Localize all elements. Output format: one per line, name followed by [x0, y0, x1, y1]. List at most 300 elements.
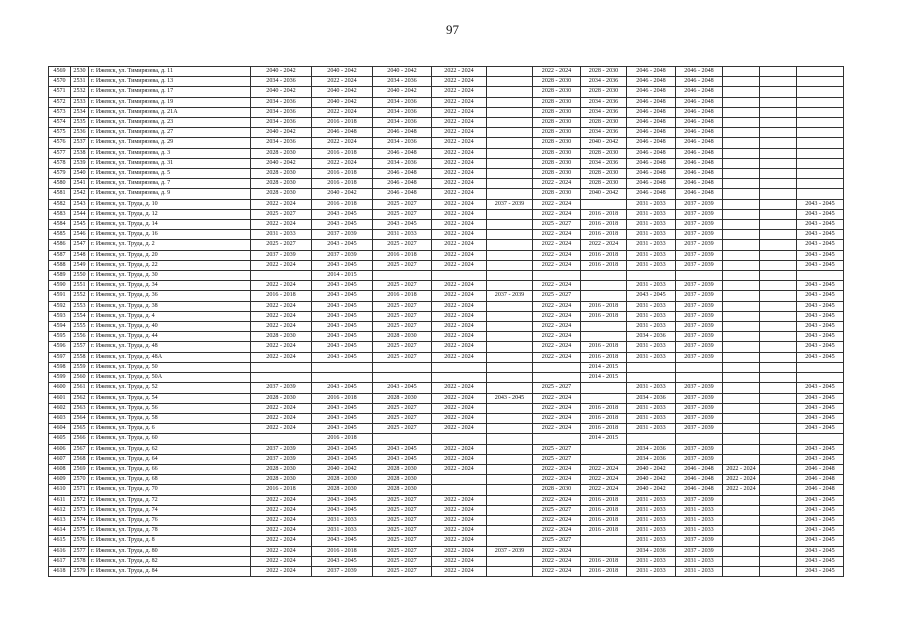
house-number-cell: 2560 [71, 373, 89, 383]
period-cell-6: 2028 - 2030 [533, 87, 581, 97]
record-number-cell: 4573 [49, 107, 71, 117]
house-number-cell: 2542 [71, 189, 89, 199]
period-cell-10 [723, 434, 760, 444]
record-number-cell: 4610 [49, 485, 71, 495]
period-cell-4: 2022 - 2024 [432, 189, 487, 199]
period-cell-6: 2028 - 2030 [533, 128, 581, 138]
period-cell-4 [432, 271, 487, 281]
table-row [49, 515, 844, 525]
period-cell-12: 2043 - 2045 [797, 383, 844, 393]
house-number-cell: 2544 [71, 209, 89, 219]
address-cell: г. Ижевск, ул. Труда, д. 50 [89, 362, 251, 372]
period-cell-9: 2046 - 2048 [676, 87, 723, 97]
period-cell-12 [797, 97, 844, 107]
period-cell-6: 2022 - 2024 [533, 556, 581, 566]
house-number-cell: 2555 [71, 322, 89, 332]
period-cell-2: 2043 - 2045 [312, 301, 373, 311]
period-cell-3: 2016 - 2018 [373, 291, 432, 301]
period-cell-5 [487, 281, 533, 291]
period-cell-8: 2034 - 2036 [627, 454, 676, 464]
period-cell-4: 2022 - 2024 [432, 536, 487, 546]
period-cell-3: 2028 - 2030 [373, 464, 432, 474]
period-cell-4: 2022 - 2024 [432, 169, 487, 179]
table-row [49, 179, 844, 189]
period-cell-6: 2022 - 2024 [533, 301, 581, 311]
period-cell-3: 2025 - 2027 [373, 403, 432, 413]
period-cell-1: 2022 - 2024 [251, 301, 312, 311]
period-cell-10 [723, 271, 760, 281]
period-cell-5 [487, 260, 533, 270]
period-cell-11 [760, 148, 797, 158]
period-cell-8 [627, 362, 676, 372]
period-cell-2: 2037 - 2039 [312, 250, 373, 260]
period-cell-1: 2022 - 2024 [251, 403, 312, 413]
house-number-cell: 2559 [71, 362, 89, 372]
table-row [49, 291, 844, 301]
period-cell-5 [487, 362, 533, 372]
period-cell-6: 2025 - 2027 [533, 454, 581, 464]
period-cell-5 [487, 434, 533, 444]
period-cell-1: 2016 - 2018 [251, 291, 312, 301]
period-cell-8: 2046 - 2048 [627, 87, 676, 97]
period-cell-2: 2043 - 2045 [312, 322, 373, 332]
period-cell-9 [676, 271, 723, 281]
address-cell: г. Ижевск, ул. Труда, д. 8 [89, 536, 251, 546]
period-cell-2: 2043 - 2045 [312, 291, 373, 301]
address-cell: г. Ижевск, ул. Труда, д. 2 [89, 240, 251, 250]
period-cell-11 [760, 332, 797, 342]
period-cell-6 [533, 271, 581, 281]
house-number-cell: 2533 [71, 97, 89, 107]
period-cell-7: 2034 - 2036 [581, 77, 627, 87]
period-cell-9: 2031 - 2033 [676, 526, 723, 536]
period-cell-11 [760, 260, 797, 270]
period-cell-7: 2014 - 2015 [581, 373, 627, 383]
period-cell-3: 2043 - 2045 [373, 220, 432, 230]
period-cell-7 [581, 199, 627, 209]
table-row [49, 322, 844, 332]
period-cell-12: 2043 - 2045 [797, 403, 844, 413]
period-cell-11 [760, 169, 797, 179]
period-cell-12: 2043 - 2045 [797, 536, 844, 546]
period-cell-1: 2040 - 2042 [251, 67, 312, 77]
period-cell-8: 2031 - 2033 [627, 352, 676, 362]
period-cell-8: 2040 - 2042 [627, 485, 676, 495]
record-number-cell: 4575 [49, 128, 71, 138]
period-cell-4: 2022 - 2024 [432, 424, 487, 434]
record-number-cell: 4616 [49, 546, 71, 556]
period-cell-3: 2025 - 2027 [373, 209, 432, 219]
period-cell-11 [760, 444, 797, 454]
period-cell-1: 2034 - 2036 [251, 107, 312, 117]
period-cell-3: 2025 - 2027 [373, 505, 432, 515]
period-cell-2: 2016 - 2018 [312, 199, 373, 209]
period-cell-4: 2022 - 2024 [432, 107, 487, 117]
house-number-cell: 2566 [71, 434, 89, 444]
period-cell-10 [723, 373, 760, 383]
period-cell-8: 2031 - 2033 [627, 311, 676, 321]
table-row [49, 220, 844, 230]
period-cell-1: 2034 - 2036 [251, 77, 312, 87]
period-cell-5: 2037 - 2039 [487, 199, 533, 209]
period-cell-4: 2022 - 2024 [432, 118, 487, 128]
house-number-cell: 2571 [71, 485, 89, 495]
period-cell-7: 2014 - 2015 [581, 362, 627, 372]
period-cell-9: 2046 - 2048 [676, 464, 723, 474]
record-number-cell: 4576 [49, 138, 71, 148]
period-cell-3: 2025 - 2027 [373, 301, 432, 311]
period-cell-1: 2022 - 2024 [251, 199, 312, 209]
period-cell-10 [723, 332, 760, 342]
house-number-cell: 2541 [71, 179, 89, 189]
period-cell-1: 2022 - 2024 [251, 322, 312, 332]
period-cell-9: 2037 - 2039 [676, 546, 723, 556]
period-cell-6: 2028 - 2030 [533, 148, 581, 158]
period-cell-10 [723, 230, 760, 240]
period-cell-2: 2043 - 2045 [312, 281, 373, 291]
period-cell-2: 2043 - 2045 [312, 332, 373, 342]
house-number-cell: 2552 [71, 291, 89, 301]
period-cell-6: 2022 - 2024 [533, 495, 581, 505]
period-cell-11 [760, 536, 797, 546]
period-cell-10 [723, 148, 760, 158]
period-cell-12 [797, 179, 844, 189]
period-cell-4: 2022 - 2024 [432, 515, 487, 525]
period-cell-7: 2016 - 2018 [581, 230, 627, 240]
period-cell-8: 2031 - 2033 [627, 260, 676, 270]
period-cell-9: 2046 - 2048 [676, 179, 723, 189]
period-cell-5 [487, 97, 533, 107]
period-cell-3: 2025 - 2027 [373, 515, 432, 525]
period-cell-6 [533, 362, 581, 372]
address-cell: г. Ижевск, ул. Труда, д. 58 [89, 413, 251, 423]
period-cell-10 [723, 444, 760, 454]
period-cell-5 [487, 271, 533, 281]
period-cell-6: 2028 - 2030 [533, 169, 581, 179]
period-cell-2: 2043 - 2045 [312, 413, 373, 423]
period-cell-10 [723, 179, 760, 189]
period-cell-11 [760, 475, 797, 485]
table-row [49, 148, 844, 158]
table-row [49, 250, 844, 260]
period-cell-1: 2022 - 2024 [251, 424, 312, 434]
period-cell-2: 2040 - 2042 [312, 97, 373, 107]
period-cell-7 [581, 322, 627, 332]
address-cell: г. Ижевск, ул. Труда, д. 14 [89, 220, 251, 230]
address-cell: г. Ижевск, ул. Тимирязева, д. 11 [89, 67, 251, 77]
period-cell-2: 2043 - 2045 [312, 383, 373, 393]
period-cell-5 [487, 485, 533, 495]
period-cell-8: 2034 - 2036 [627, 444, 676, 454]
period-cell-9: 2046 - 2048 [676, 128, 723, 138]
period-cell-6: 2028 - 2030 [533, 77, 581, 87]
record-number-cell: 4583 [49, 209, 71, 219]
period-cell-12 [797, 87, 844, 97]
period-cell-10: 2022 - 2024 [723, 464, 760, 474]
period-cell-12: 2043 - 2045 [797, 199, 844, 209]
house-number-cell: 2553 [71, 301, 89, 311]
period-cell-7 [581, 332, 627, 342]
period-cell-7: 2028 - 2030 [581, 179, 627, 189]
record-number-cell: 4618 [49, 566, 71, 576]
address-cell: г. Ижевск, ул. Труда, д. 84 [89, 566, 251, 576]
period-cell-3: 2025 - 2027 [373, 199, 432, 209]
period-cell-3: 2025 - 2027 [373, 495, 432, 505]
house-number-cell: 2551 [71, 281, 89, 291]
address-cell: г. Ижевск, ул. Тимирязева, д. 27 [89, 128, 251, 138]
period-cell-7: 2034 - 2036 [581, 158, 627, 168]
period-cell-9: 2037 - 2039 [676, 230, 723, 240]
period-cell-4: 2022 - 2024 [432, 97, 487, 107]
period-cell-8: 2031 - 2033 [627, 240, 676, 250]
period-cell-11 [760, 515, 797, 525]
period-cell-4: 2022 - 2024 [432, 403, 487, 413]
period-cell-11 [760, 240, 797, 250]
house-number-cell: 2556 [71, 332, 89, 342]
period-cell-12: 2046 - 2048 [797, 464, 844, 474]
page-number: 97 [446, 22, 459, 37]
period-cell-3: 2025 - 2027 [373, 566, 432, 576]
period-cell-11 [760, 128, 797, 138]
period-cell-7 [581, 281, 627, 291]
period-cell-8: 2034 - 2036 [627, 546, 676, 556]
period-cell-2: 2043 - 2045 [312, 260, 373, 270]
period-cell-8: 2046 - 2048 [627, 67, 676, 77]
house-number-cell: 2532 [71, 87, 89, 97]
period-cell-7 [581, 393, 627, 403]
table-row [49, 342, 844, 352]
period-cell-1: 2022 - 2024 [251, 556, 312, 566]
address-cell: г. Ижевск, ул. Тимирязева, д. 19 [89, 97, 251, 107]
period-cell-7: 2016 - 2018 [581, 424, 627, 434]
period-cell-5 [487, 189, 533, 199]
period-cell-11 [760, 291, 797, 301]
house-number-cell: 2569 [71, 464, 89, 474]
period-cell-7: 2022 - 2024 [581, 240, 627, 250]
table-row [49, 97, 844, 107]
period-cell-2: 2046 - 2048 [312, 128, 373, 138]
period-cell-9 [676, 362, 723, 372]
period-cell-4: 2022 - 2024 [432, 260, 487, 270]
period-cell-10 [723, 158, 760, 168]
house-number-cell: 2539 [71, 158, 89, 168]
house-number-cell: 2578 [71, 556, 89, 566]
period-cell-6: 2022 - 2024 [533, 250, 581, 260]
period-cell-9: 2046 - 2048 [676, 485, 723, 495]
table-row [49, 536, 844, 546]
period-cell-4: 2022 - 2024 [432, 87, 487, 97]
period-cell-1: 2031 - 2033 [251, 230, 312, 240]
period-cell-11 [760, 118, 797, 128]
period-cell-4: 2022 - 2024 [432, 546, 487, 556]
house-number-cell: 2550 [71, 271, 89, 281]
period-cell-1: 2025 - 2027 [251, 209, 312, 219]
table-row [49, 383, 844, 393]
period-cell-12 [797, 271, 844, 281]
period-cell-3: 2040 - 2042 [373, 67, 432, 77]
address-cell: г. Ижевск, ул. Труда, д. 16 [89, 230, 251, 240]
period-cell-1 [251, 271, 312, 281]
record-number-cell: 4615 [49, 536, 71, 546]
period-cell-11 [760, 424, 797, 434]
period-cell-6: 2025 - 2027 [533, 444, 581, 454]
period-cell-3: 2046 - 2048 [373, 169, 432, 179]
period-cell-6: 2022 - 2024 [533, 260, 581, 270]
record-number-cell: 4598 [49, 362, 71, 372]
period-cell-5: 2037 - 2039 [487, 546, 533, 556]
period-cell-10 [723, 220, 760, 230]
record-number-cell: 4588 [49, 260, 71, 270]
period-cell-3: 2034 - 2036 [373, 97, 432, 107]
period-cell-8: 2031 - 2033 [627, 556, 676, 566]
period-cell-5 [487, 332, 533, 342]
period-cell-1 [251, 373, 312, 383]
period-cell-3 [373, 362, 432, 372]
period-cell-4: 2022 - 2024 [432, 332, 487, 342]
address-cell: г. Ижевск, ул. Труда, д. 48 [89, 342, 251, 352]
address-cell: г. Ижевск, ул. Труда, д. 64 [89, 454, 251, 464]
period-cell-8: 2046 - 2048 [627, 189, 676, 199]
period-cell-4: 2022 - 2024 [432, 444, 487, 454]
period-cell-3 [373, 373, 432, 383]
period-cell-9: 2037 - 2039 [676, 281, 723, 291]
period-cell-11 [760, 546, 797, 556]
period-cell-8: 2031 - 2033 [627, 413, 676, 423]
period-cell-9: 2037 - 2039 [676, 536, 723, 546]
period-cell-11 [760, 230, 797, 240]
period-cell-6: 2022 - 2024 [533, 199, 581, 209]
period-cell-10 [723, 383, 760, 393]
period-cell-8: 2031 - 2033 [627, 220, 676, 230]
period-cell-4: 2022 - 2024 [432, 322, 487, 332]
period-cell-4: 2022 - 2024 [432, 138, 487, 148]
period-cell-2: 2043 - 2045 [312, 403, 373, 413]
period-cell-9: 2037 - 2039 [676, 291, 723, 301]
period-cell-7: 2016 - 2018 [581, 352, 627, 362]
period-cell-1: 2022 - 2024 [251, 566, 312, 576]
period-cell-8: 2031 - 2033 [627, 515, 676, 525]
period-cell-7: 2022 - 2024 [581, 464, 627, 474]
period-cell-12: 2043 - 2045 [797, 546, 844, 556]
table-row [49, 87, 844, 97]
period-cell-8: 2046 - 2048 [627, 179, 676, 189]
period-cell-1: 2028 - 2030 [251, 179, 312, 189]
period-cell-8: 2031 - 2033 [627, 505, 676, 515]
period-cell-5: 2037 - 2039 [487, 291, 533, 301]
house-number-cell: 2536 [71, 128, 89, 138]
period-cell-2: 2043 - 2045 [312, 209, 373, 219]
period-cell-3: 2034 - 2036 [373, 77, 432, 87]
period-cell-7: 2022 - 2024 [581, 485, 627, 495]
period-cell-12: 2043 - 2045 [797, 413, 844, 423]
house-number-cell: 2568 [71, 454, 89, 464]
period-cell-6: 2022 - 2024 [533, 475, 581, 485]
period-cell-10: 2022 - 2024 [723, 475, 760, 485]
table-row [49, 485, 844, 495]
period-cell-6: 2022 - 2024 [533, 230, 581, 240]
period-cell-8: 2031 - 2033 [627, 230, 676, 240]
address-cell: г. Ижевск, ул. Труда, д. 56 [89, 403, 251, 413]
period-cell-11 [760, 67, 797, 77]
period-cell-6: 2022 - 2024 [533, 424, 581, 434]
period-cell-6: 2022 - 2024 [533, 352, 581, 362]
period-cell-2: 2016 - 2018 [312, 393, 373, 403]
period-cell-11 [760, 383, 797, 393]
house-number-cell: 2557 [71, 342, 89, 352]
period-cell-7 [581, 271, 627, 281]
period-cell-10 [723, 311, 760, 321]
period-cell-4: 2022 - 2024 [432, 556, 487, 566]
table-row [49, 169, 844, 179]
period-cell-9: 2031 - 2033 [676, 515, 723, 525]
period-cell-9: 2037 - 2039 [676, 209, 723, 219]
house-number-cell: 2540 [71, 169, 89, 179]
period-cell-8: 2031 - 2033 [627, 403, 676, 413]
period-cell-4: 2022 - 2024 [432, 301, 487, 311]
table-row [49, 566, 844, 576]
period-cell-10 [723, 260, 760, 270]
period-cell-1: 2028 - 2030 [251, 332, 312, 342]
period-cell-5 [487, 301, 533, 311]
address-cell: г. Ижевск, ул. Труда, д. 80 [89, 546, 251, 556]
period-cell-5 [487, 424, 533, 434]
period-cell-7: 2028 - 2030 [581, 118, 627, 128]
period-cell-3: 2025 - 2027 [373, 546, 432, 556]
period-cell-8: 2031 - 2033 [627, 322, 676, 332]
period-cell-7: 2016 - 2018 [581, 311, 627, 321]
period-cell-11 [760, 464, 797, 474]
period-cell-12 [797, 189, 844, 199]
address-cell: г. Ижевск, ул. Тимирязева, д. 7 [89, 179, 251, 189]
period-cell-7: 2014 - 2015 [581, 434, 627, 444]
address-cell: г. Ижевск, ул. Тимирязева, д. 9 [89, 189, 251, 199]
house-number-cell: 2543 [71, 199, 89, 209]
capital-repair-schedule-table [48, 66, 844, 577]
address-cell: г. Ижевск, ул. Труда, д. 76 [89, 515, 251, 525]
record-number-cell: 4584 [49, 220, 71, 230]
period-cell-2: 2040 - 2042 [312, 87, 373, 97]
address-cell: г. Ижевск, ул. Труда, д. 60 [89, 434, 251, 444]
table-row [49, 403, 844, 413]
period-cell-8: 2043 - 2045 [627, 291, 676, 301]
period-cell-6: 2022 - 2024 [533, 311, 581, 321]
period-cell-9: 2046 - 2048 [676, 189, 723, 199]
period-cell-5 [487, 526, 533, 536]
table-row [49, 138, 844, 148]
period-cell-5 [487, 352, 533, 362]
address-cell: г. Ижевск, ул. Труда, д. 44 [89, 332, 251, 342]
period-cell-1: 2040 - 2042 [251, 87, 312, 97]
period-cell-3: 2028 - 2030 [373, 475, 432, 485]
address-cell: г. Ижевск, ул. Труда, д. 52 [89, 383, 251, 393]
period-cell-11 [760, 322, 797, 332]
address-cell: г. Ижевск, ул. Труда, д. 72 [89, 495, 251, 505]
house-number-cell: 2534 [71, 107, 89, 117]
address-cell: г. Ижевск, ул. Труда, д. 70 [89, 485, 251, 495]
period-cell-9: 2037 - 2039 [676, 495, 723, 505]
period-cell-4: 2022 - 2024 [432, 158, 487, 168]
house-number-cell: 2558 [71, 352, 89, 362]
period-cell-4 [432, 475, 487, 485]
period-cell-11 [760, 179, 797, 189]
address-cell: г. Ижевск, ул. Труда, д. 48А [89, 352, 251, 362]
period-cell-12: 2043 - 2045 [797, 526, 844, 536]
period-cell-11 [760, 505, 797, 515]
period-cell-12: 2043 - 2045 [797, 332, 844, 342]
address-cell: г. Ижевск, ул. Труда, д. 34 [89, 281, 251, 291]
address-cell: г. Ижевск, ул. Труда, д. 78 [89, 526, 251, 536]
address-cell: г. Ижевск, ул. Труда, д. 4 [89, 311, 251, 321]
